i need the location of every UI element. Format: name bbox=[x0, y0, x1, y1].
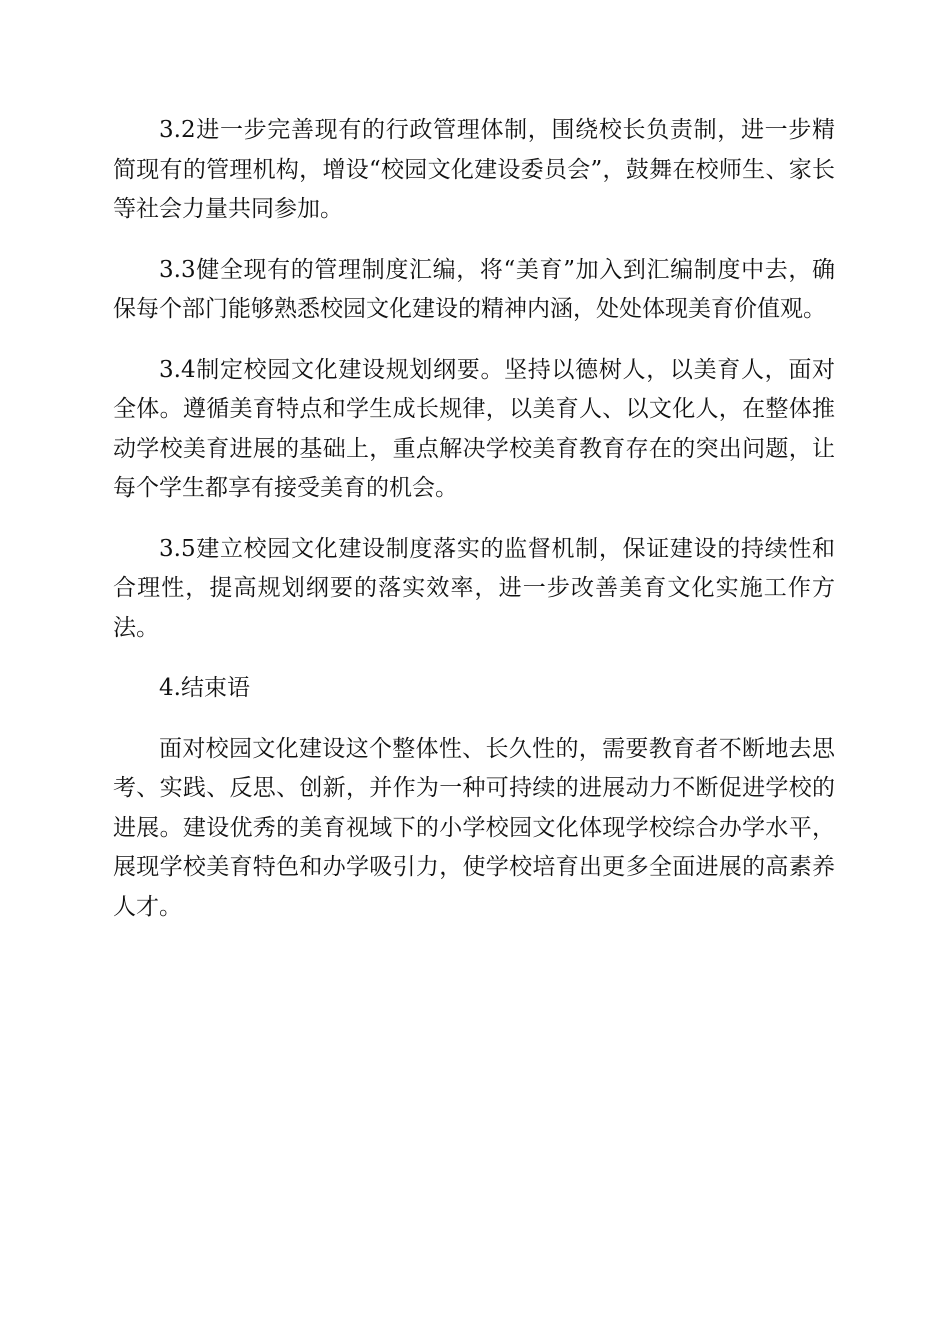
paragraph-3-2: 3.2进一步完善现有的行政管理体制，围绕校长负责制，进一步精简现有的管理机构，增设“校园文化建设委员会”，鼓舞在校师生、家长等社会力量共同参加。 bbox=[113, 117, 835, 222]
document-body bbox=[113, 111, 835, 948]
paragraph-3-5: 3.5建立校园文化建设制度落实的监督机制，保证建设的持续性和合理性，提高规划纲要的落实效率，进一步改善美育文化实施工作方法。 bbox=[113, 535, 835, 641]
paragraph-conclusion: 面对校园文化建设这个整体性、长久性的，需要教育者不断地去思考、实践、反思、创新，并作为一种可持续的进展动力不断促进学校的进展。建设优秀的美育视域下的小学校园文化体现学校综合办学水平，展现学校美育特色和办学吸引力，使学校培育出更多全面进展的高素养人才。 bbox=[113, 735, 835, 920]
paragraph-3-4: 3.4制定校园文化建设规划纲要。坚持以德树人，以美育人，面对全体。遵循美育特点和学生成长规律，以美育人、以文化人，在整体推动学校美育进展的基础上，重点解决学校美育教育存在的突出问题，让每个学生都享有接受美育的机会。 bbox=[113, 356, 835, 501]
paragraph-3-3: 3.3健全现有的管理制度汇编，将“美育”加入到汇编制度中去，确保每个部门能够熟悉校园文化建设的精神内涵，处处体现美育价值观。 bbox=[113, 256, 835, 322]
section-heading-conclusion: 4.结束语 bbox=[159, 675, 250, 701]
